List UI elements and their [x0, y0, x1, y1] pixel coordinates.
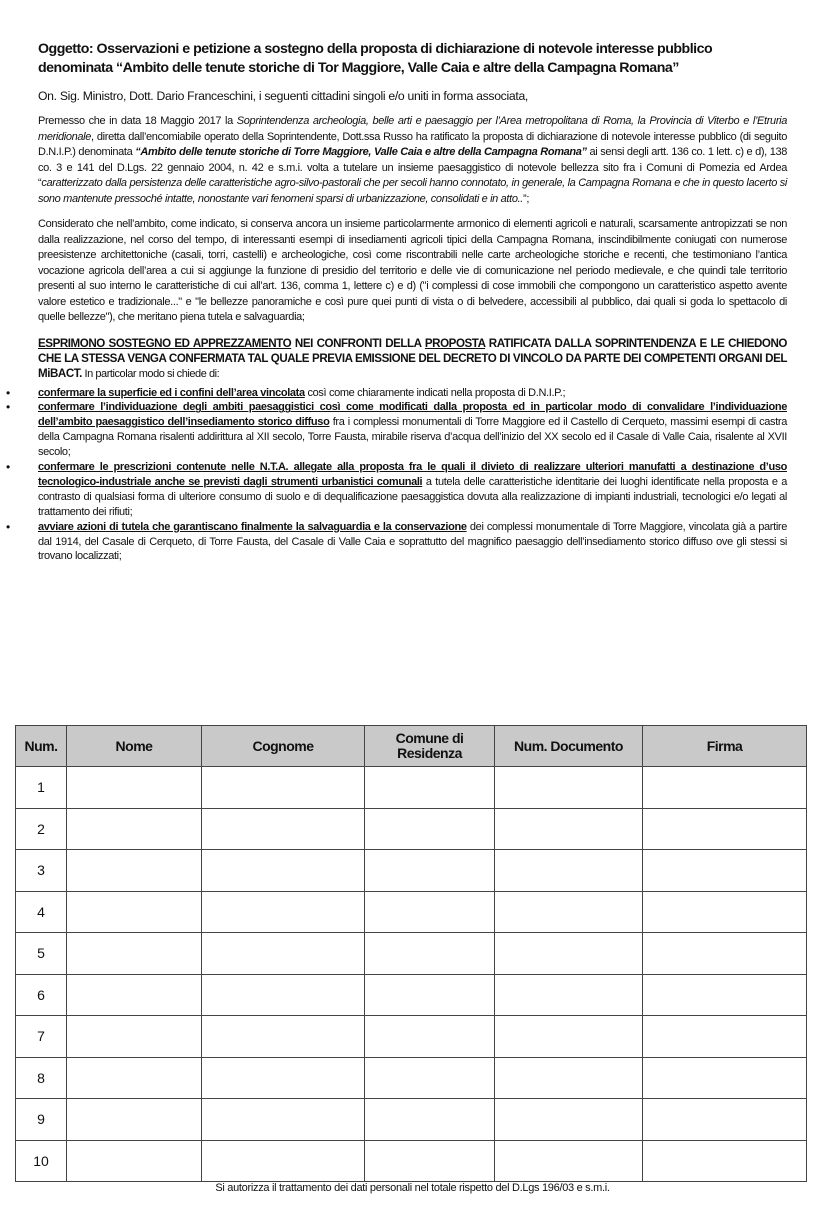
bullet-icon: •	[6, 400, 10, 415]
nome-cell[interactable]	[67, 891, 202, 933]
column-header-firma: Firma	[643, 726, 807, 767]
table-row	[16, 1057, 807, 1099]
documento-cell[interactable]	[495, 808, 643, 850]
column-header-cognome: Cognome	[202, 726, 365, 767]
list-item	[6, 400, 787, 460]
row-number: 10	[16, 1140, 67, 1182]
premesso-paragraph	[38, 114, 787, 207]
cognome-cell[interactable]	[202, 850, 365, 892]
premesso-soprintendenza: Soprintendenza archeologia, belle arti e paesaggio per l’Area metropolitana di Roma, la Provincia di Viterbo e l’Etruria meridionale	[38, 115, 787, 143]
cognome-cell[interactable]	[202, 808, 365, 850]
firma-cell[interactable]	[643, 767, 807, 809]
premesso-ambito-name: “Ambito delle tenute storiche di Torre Maggiore, Valle Caia e altre della Campagna Romana”	[135, 146, 587, 158]
cognome-cell[interactable]	[202, 1099, 365, 1141]
bullet-icon: •	[6, 460, 10, 475]
salutation: On. Sig. Ministro, Dott. Dario Franceschini, i seguenti cittadini singoli e/o uniti in forma associata,	[38, 89, 529, 103]
declaration-text-2: RATIFICATA DALLA SOPRINTENDENZA E LE CHIEDONO CHE LA STESSA VENGA CONFERMATA TAL QUALE PREVIA EMISSIONE DEL DECRETO DI VINCOLO DA PARTE DEI COMPETENTI ORGANI DEL MiBACT.	[38, 336, 787, 380]
list-item	[6, 460, 787, 520]
firma-cell[interactable]	[643, 1140, 807, 1182]
premesso-quote: caratterizzato dalla persistenza delle caratteristiche agro-silvo-pastorali che per secoli hanno connotato, in generale, la Campagna Romana e che in questo lacerto si sono mantenute pressoché intatte, nonostante vari fenomeni sparsi di urbanizzazione, consolidati e in atto..	[38, 177, 787, 205]
table-row	[16, 974, 807, 1016]
signature-table	[15, 725, 807, 1182]
nome-cell[interactable]	[67, 808, 202, 850]
cognome-cell[interactable]	[202, 767, 365, 809]
row-number: 7	[16, 1016, 67, 1058]
table-row	[16, 850, 807, 892]
comune-cell[interactable]	[365, 1099, 495, 1141]
column-header-num: Num.	[16, 726, 67, 767]
declaration-tail: In particolar modo si chiede di:	[81, 367, 220, 380]
nome-cell[interactable]	[67, 1016, 202, 1058]
considerato-paragraph: Considerato che nell’ambito, come indicato, si conserva ancora un insieme particolarmente armonico di elementi agricoli e naturali, scarsamente antropizzati se non dalla realizzazione, nel corso del tempo, di interessanti esempi di insediamenti agricoli tipici della Campagna Romana, inscindibilmente coniugati con numerose preesistenze architettoniche (casali, torri, castelli) e archeologiche, così come riscontrabili nelle carte archeologiche storiche e recenti, che testimoniano l’antica vocazione agricola dell’area a cui si aggiunge la funzione di presidio del territorio e delle vie di comunicazione nel periodo medievale, e che quindi tale territorio presenti al suo interno le caratteristiche di cui all’art. 136, comma 1, lettere c) e d) ("i complessi di cose immobili che compongono un caratteristico aspetto avente valore estetico e tradizionale..." e "le bellezze panoramiche e così pure quei punti di vista o di belvedere, accessibili al pubblico, dai quali si goda lo spettacolo di quelle bellezze"), che meritano piena tutela e salvaguardia;	[38, 218, 787, 323]
declaration-proposta: PROPOSTA	[424, 336, 486, 350]
request-key: confermare l’individuazione degli ambiti paesaggistici così come modificati dalla proposta ed in particolar modo di convalidare l’individuazione dell’ambito paesaggistico dell’insediamento storico diffuso	[38, 401, 787, 429]
documento-cell[interactable]	[495, 1099, 643, 1141]
premesso-text-3: ai sensi degli artt. 136 co. 1 lett. c) e d), 138 co. 3 e 141 del D.Lgs. 22 gennaio 2004, n. 42 e s.m.i. volta a tutelare un insieme paesaggistico di notevole bellezza sito fra i Comuni di Pomezia ed Ardea “	[38, 146, 787, 189]
table-row	[16, 891, 807, 933]
document-title: Oggetto: Osservazioni e petizione a sostegno della proposta di dichiarazione di notevole interesse pubblico denominata “Ambito delle tenute storiche di Tor Maggiore, Valle Caia e altre della Campagna Romana”	[38, 41, 713, 76]
table-row	[16, 1099, 807, 1141]
cognome-cell[interactable]	[202, 974, 365, 1016]
table-row	[16, 767, 807, 809]
request-key: confermare le prescrizioni contenute nelle N.T.A. allegate alla proposta fra le quali il divieto di realizzare ulteriori manufatti a destinazione d’uso tecnologico-industriale anche se previsti dagli strumenti urbanistici comunali	[38, 461, 787, 488]
firma-cell[interactable]	[643, 1016, 807, 1058]
declaration-paragraph	[38, 336, 787, 382]
comune-cell[interactable]	[365, 1140, 495, 1182]
documento-cell[interactable]	[495, 1140, 643, 1182]
row-number: 3	[16, 850, 67, 892]
cognome-cell[interactable]	[202, 1016, 365, 1058]
comune-cell[interactable]	[365, 933, 495, 975]
table-row	[16, 808, 807, 850]
list-item	[6, 519, 788, 565]
firma-cell[interactable]	[643, 850, 807, 892]
table-row	[16, 1016, 807, 1058]
row-number: 8	[16, 1057, 67, 1099]
comune-cell[interactable]	[365, 891, 495, 933]
firma-cell[interactable]	[643, 933, 807, 975]
column-header-comune: Comune di Residenza	[365, 726, 495, 767]
row-number: 9	[16, 1099, 67, 1141]
cognome-cell[interactable]	[202, 1140, 365, 1182]
list-item	[6, 385, 787, 401]
documento-cell[interactable]	[495, 767, 643, 809]
documento-cell[interactable]	[495, 1016, 643, 1058]
comune-cell[interactable]	[365, 767, 495, 809]
nome-cell[interactable]	[67, 850, 202, 892]
row-number: 2	[16, 808, 67, 850]
request-text: dei complessi monumentale di Torre Maggiore, vincolata già a partire dal 1914, del Casale di Cerqueto, di Torre Fausta, del Casale di Valle Caia e soprattutto del magnifico paesaggio dell’insediamento storico diffuso ove gli stessi si trovano localizzati;	[38, 520, 788, 563]
nome-cell[interactable]	[67, 1140, 202, 1182]
firma-cell[interactable]	[643, 891, 807, 933]
premesso-text-2: , diretta dall’encomiabile operato della Soprintendente, Dott.ssa Russo ha ratificato la proposta di dichiarazione di notevole interesse pubblico (di seguito D.N.I.P.) denominata	[38, 130, 787, 158]
cognome-cell[interactable]	[202, 891, 365, 933]
declaration-text-1: NEI CONFRONTI DELLA	[291, 336, 425, 350]
request-list	[6, 385, 788, 565]
documento-cell[interactable]	[495, 850, 643, 892]
documento-cell[interactable]	[495, 933, 643, 975]
column-header-nome: Nome	[67, 726, 202, 767]
comune-cell[interactable]	[365, 1057, 495, 1099]
cognome-cell[interactable]	[202, 1057, 365, 1099]
nome-cell[interactable]	[67, 1099, 202, 1141]
request-key: avviare azioni di tutela che garantiscano finalmente la salvaguardia e la conservazione	[38, 520, 467, 533]
comune-cell[interactable]	[365, 850, 495, 892]
row-number: 6	[16, 974, 67, 1016]
request-key: confermare la superficie ed i confini dell’area vincolata	[38, 386, 305, 399]
firma-cell[interactable]	[643, 974, 807, 1016]
bullet-icon: •	[6, 385, 10, 400]
comune-cell[interactable]	[365, 1016, 495, 1058]
documento-cell[interactable]	[495, 974, 643, 1016]
column-header-documento: Num. Documento	[495, 726, 643, 767]
row-number: 1	[16, 767, 67, 809]
request-text: fra i complessi monumentali di Torre Maggiore ed il Castello di Cerqueto, massimi esempi di castra della Campagna Romana risalenti addirittura al XII secolo, Torre Fausta, mirabile riserva d’acqua dell’inizio del XX secolo ed il Casale di Valle Caia, risalente al XVII secolo;	[38, 416, 787, 459]
comune-cell[interactable]	[365, 808, 495, 850]
row-number: 5	[16, 933, 67, 975]
premesso-text-4: ”;	[523, 192, 530, 205]
firma-cell[interactable]	[643, 808, 807, 850]
nome-cell[interactable]	[67, 933, 202, 975]
firma-cell[interactable]	[643, 1057, 807, 1099]
row-number: 4	[16, 891, 67, 933]
table-row	[16, 1140, 807, 1182]
premesso-text-1: Premesso che in data 18 Maggio 2017 la	[38, 115, 237, 127]
documento-cell[interactable]	[495, 891, 643, 933]
nome-cell[interactable]	[67, 1057, 202, 1099]
request-text: così come chiaramente indicati nella proposta di D.N.I.P.;	[304, 386, 566, 399]
cognome-cell[interactable]	[202, 933, 365, 975]
nome-cell[interactable]	[67, 974, 202, 1016]
declaration-support: ESPRIMONO SOSTEGNO ED APPREZZAMENTO	[38, 336, 292, 350]
documento-cell[interactable]	[495, 1057, 643, 1099]
request-text: a tutela delle caratteristiche identitarie dei luoghi identificate nella proposta e a contrasto di qualsiasi forma di ulteriore consumo di suolo e di dequalificazione paesaggistica dovuta alla realizzazione di impianti industriali, tecnologici e/o legati al trattamento dei rifiuti;	[38, 475, 787, 518]
firma-cell[interactable]	[643, 1099, 807, 1141]
petition-document	[6, 40, 788, 564]
bullet-icon: •	[6, 519, 10, 534]
table-header-row	[16, 726, 807, 767]
nome-cell[interactable]	[67, 767, 202, 809]
table-row	[16, 933, 807, 975]
comune-cell[interactable]	[365, 974, 495, 1016]
privacy-footer: Si autorizza il trattamento dei dati personali nel totale rispetto del D.Lgs 196/03 e s.m.i.	[215, 1182, 610, 1194]
